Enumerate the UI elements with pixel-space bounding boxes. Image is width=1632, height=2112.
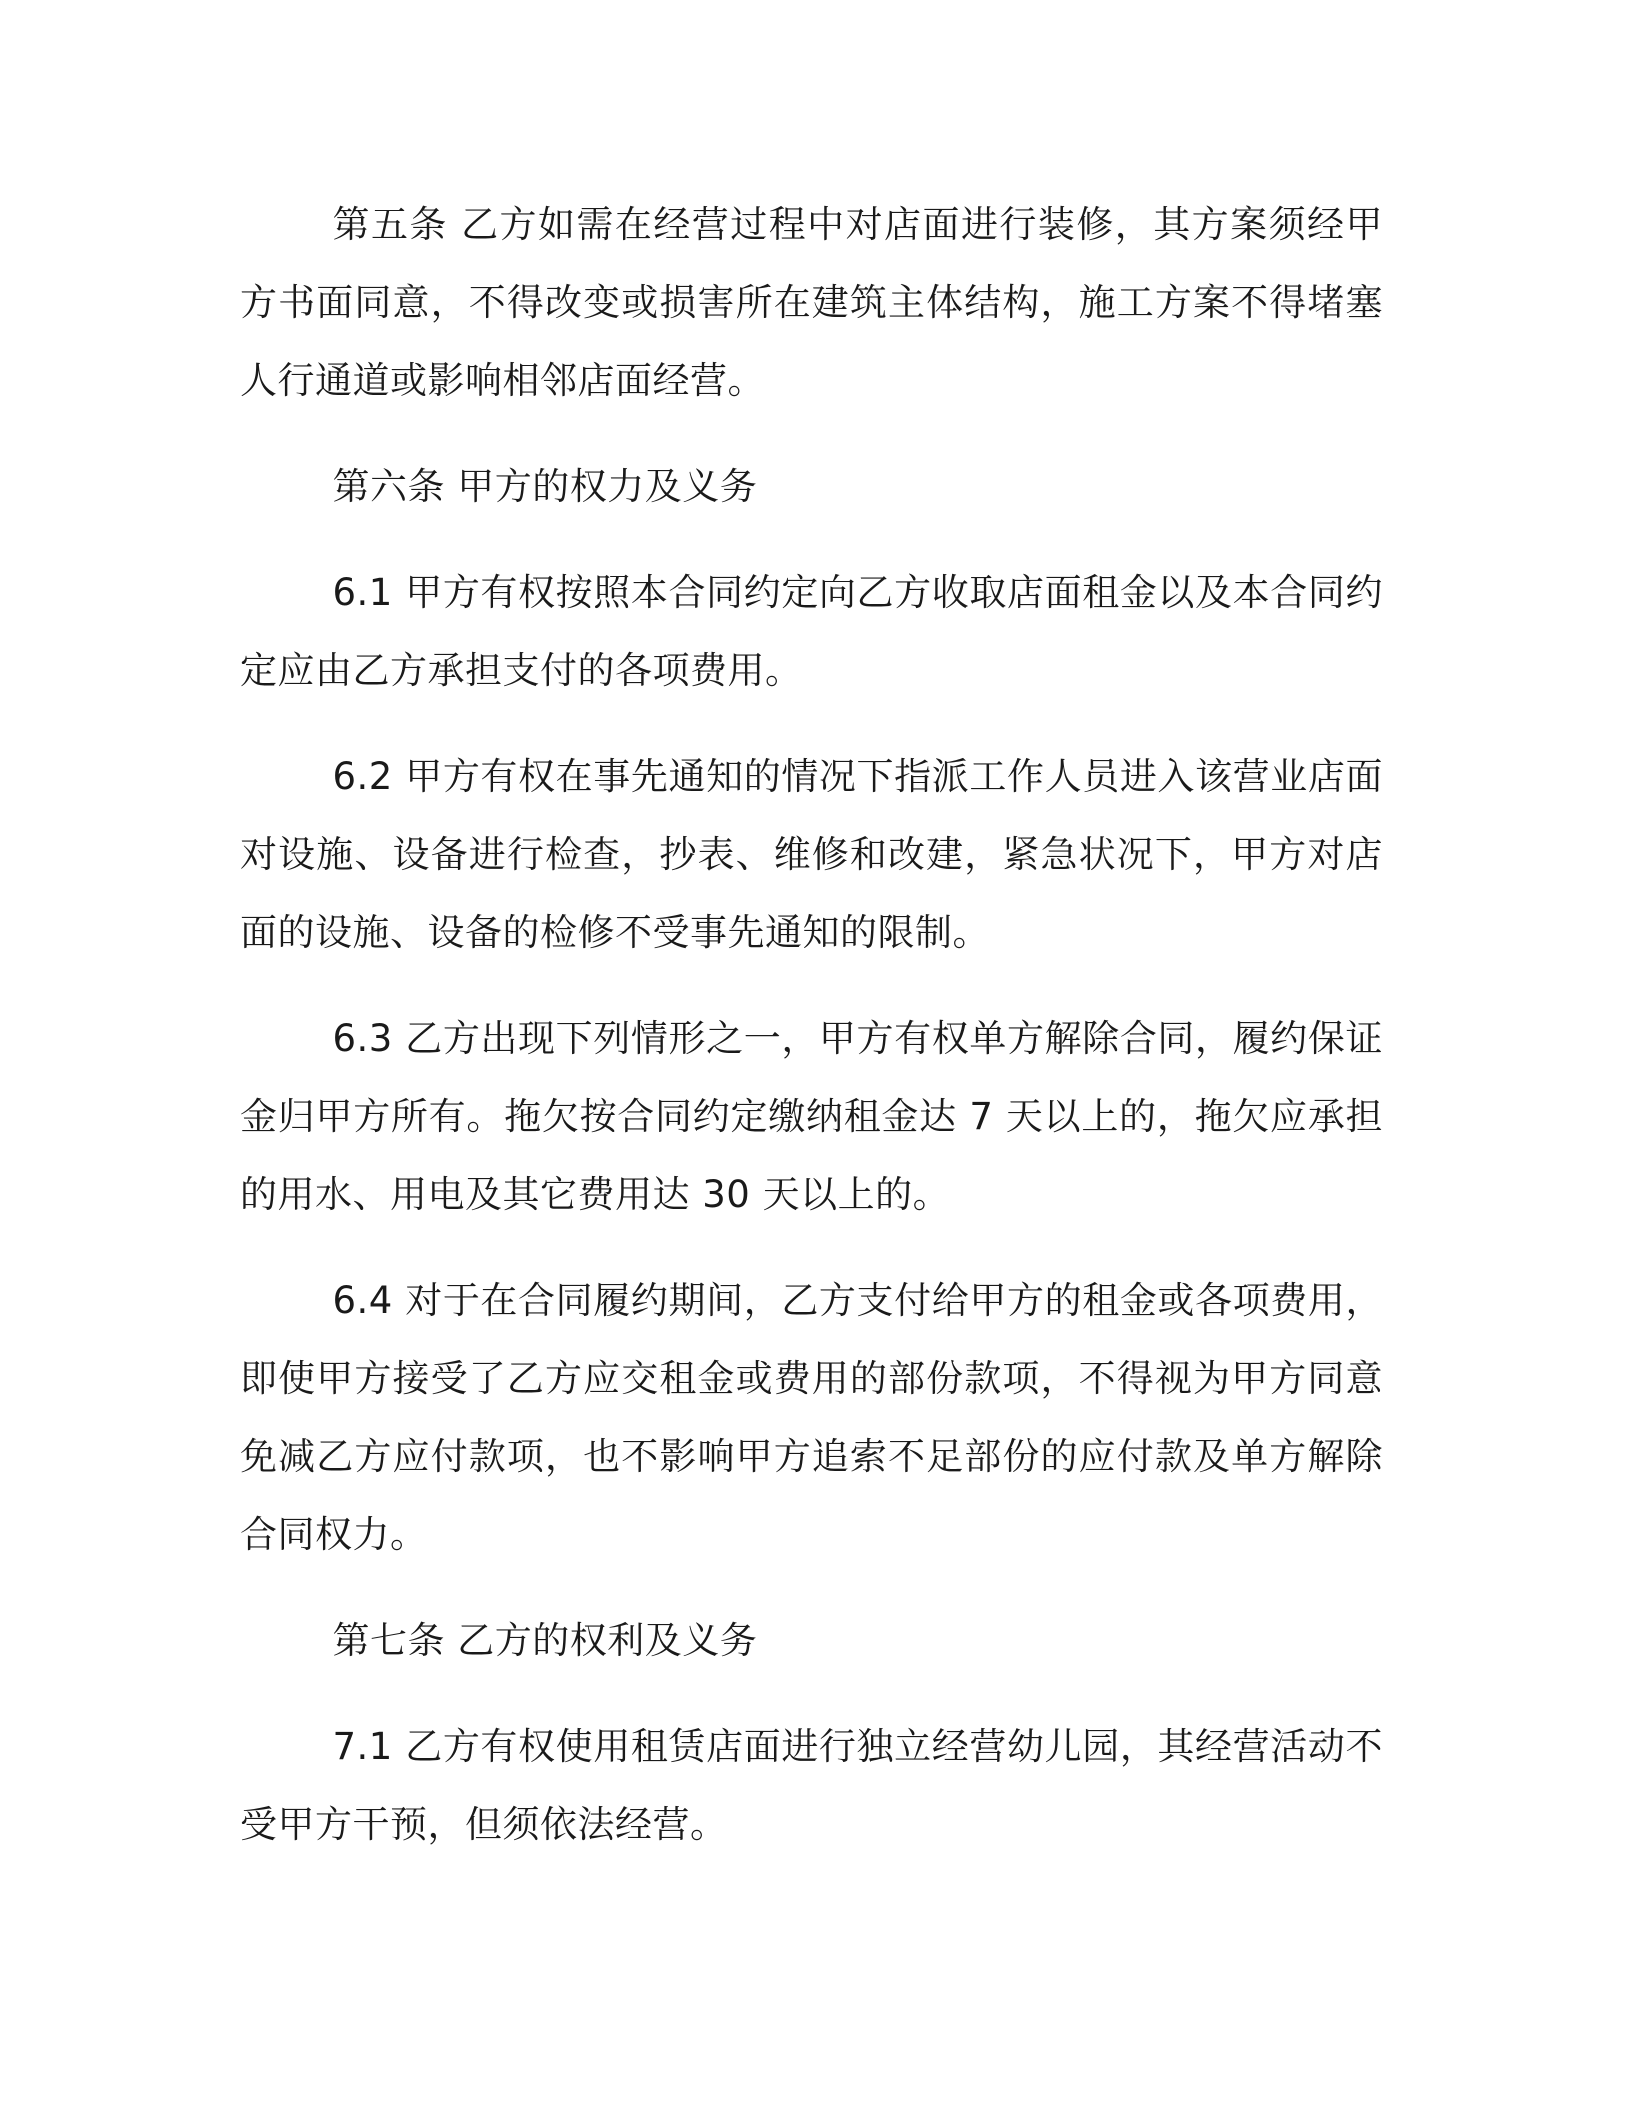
- article-5-paragraph: 第五条 乙方如需在经营过程中对店面进行装修，其方案须经甲方书面同意，不得改变或损害所在建筑主体结构，施工方案不得堵塞人行通道或影响相邻店面经营。: [240, 203, 1383, 402]
- clause-6-2: 6.2 甲方有权在事先通知的情况下指派工作人员进入该营业店面对设施、设备进行检查，抄表、维修和改建，紧急状况下，甲方对店面的设施、设备的检修不受事先通知的限制。: [240, 755, 1383, 954]
- document-body: [240, 186, 1383, 1892]
- article-6-heading: 第六条 甲方的权力及义务: [332, 465, 758, 508]
- clause-6-3: 6.3 乙方出现下列情形之一，甲方有权单方解除合同，履约保证金归甲方所有。拖欠按合同约定缴纳租金达 7 天以上的，拖欠应承担的用水、用电及其它费用达 30 天以上的。: [240, 1017, 1383, 1216]
- clause-6-4: 6.4 对于在合同履约期间，乙方支付给甲方的租金或各项费用，即使甲方接受了乙方应交租金或费用的部份款项，不得视为甲方同意免减乙方应付款项，也不影响甲方追索不足部份的应付款及单方解除合同权力。: [240, 1279, 1383, 1556]
- clause-6-1: 6.1 甲方有权按照本合同约定向乙方收取店面租金以及本合同约定应由乙方承担支付的各项费用。: [240, 571, 1383, 692]
- clause-7-1: 7.1 乙方有权使用租赁店面进行独立经营幼儿园，其经营活动不受甲方干预，但须依法经营。: [240, 1725, 1383, 1846]
- article-7-heading: 第七条 乙方的权利及义务: [332, 1619, 758, 1662]
